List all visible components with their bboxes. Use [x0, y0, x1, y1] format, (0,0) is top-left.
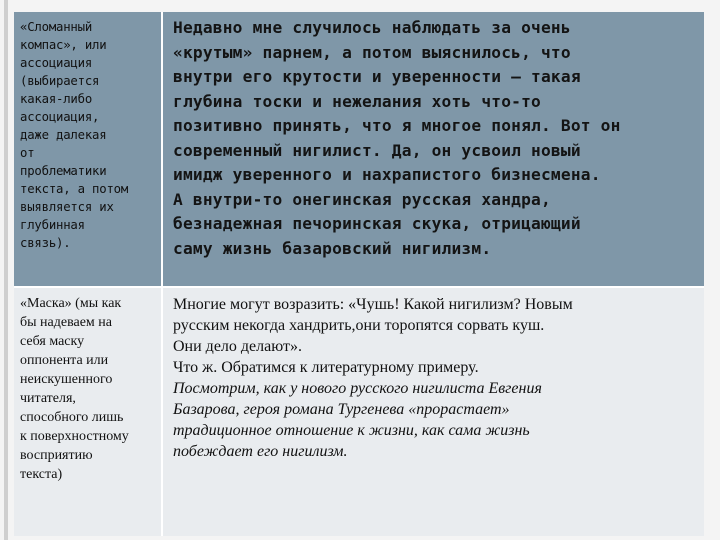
text-line: к поверхностному [20, 429, 129, 444]
text-line: «крутым» парнем, а потом выяснилось, что [173, 42, 571, 62]
text-line: Они дело делают». [173, 338, 302, 355]
text-line: глубина тоски и нежелания хоть что-то [173, 91, 541, 111]
column-divider [161, 12, 163, 536]
text-line: какая-либо [20, 92, 93, 106]
text-line: (выбирается [20, 74, 100, 88]
text-line: Многие могут возразить: «Чушь! Какой нигилизм? Новым [173, 296, 573, 313]
text-line: внутри его крутости и уверенности – такая [173, 67, 581, 86]
italic-text-line: Посмотрим, как у нового русского нигилиста Евгения [173, 380, 542, 397]
row2-example-cell [163, 288, 704, 536]
row1-technique-cell [14, 12, 161, 286]
text-line: оппонента или [20, 353, 109, 368]
left-decorative-rule [4, 0, 8, 540]
text-line: даже далекая [20, 128, 107, 142]
text-line: безнадежная печоринская скука, отрицающий [173, 214, 581, 233]
row2-technique-cell [14, 288, 161, 536]
italic-text-line: Базарова, героя романа Тургенева «прорастает» [173, 401, 510, 418]
text-line: имидж уверенного и нахрапистого бизнесмена. [173, 165, 601, 184]
text-line: выявляется их [20, 200, 114, 214]
text-line: компас», или [20, 38, 107, 52]
text-line: ассоциация, [20, 110, 100, 124]
content-table [14, 12, 704, 536]
row-divider [14, 286, 704, 288]
text-line: проблематики [20, 164, 107, 178]
text-line: способного лишь [20, 410, 124, 425]
text-line: восприятию [20, 448, 93, 463]
text-line: Недавно мне случилось наблюдать за очень [173, 18, 571, 37]
text-line: саму жизнь базаровский нигилизм. [173, 238, 492, 258]
text-line: современный нигилист. Да, он усвоил новый [173, 140, 581, 160]
text-line: от [20, 146, 35, 160]
text-line: неискушенного [20, 372, 113, 387]
text-line: текста, а потом [20, 182, 129, 196]
text-line: ассоциация [20, 56, 93, 70]
text-line: «Маска» (мы как [20, 296, 122, 311]
text-line: себя маску [20, 334, 85, 349]
text-line: текста) [20, 467, 63, 482]
text-line: глубинная [20, 218, 85, 232]
text-line: позитивно принять, что я многое понял. Вот он [173, 116, 621, 135]
text-line: связь). [20, 236, 71, 250]
row1-example-cell [163, 12, 704, 286]
text-line: бы надеваем на [20, 315, 112, 330]
text-line: русским некогда хандрить,они торопятся сорвать куш. [173, 317, 545, 334]
text-line: «Сломанный [20, 20, 93, 34]
text-line: читателя, [20, 391, 76, 406]
italic-text-line: традиционное отношение к жизни, как сама жизнь [173, 422, 530, 439]
text-line: Что ж. Обратимся к литературному примеру. [173, 359, 479, 376]
italic-text-line: побеждает его нигилизм. [173, 443, 348, 460]
text-line: А внутри-то онегинская русская хандра, [173, 189, 551, 209]
